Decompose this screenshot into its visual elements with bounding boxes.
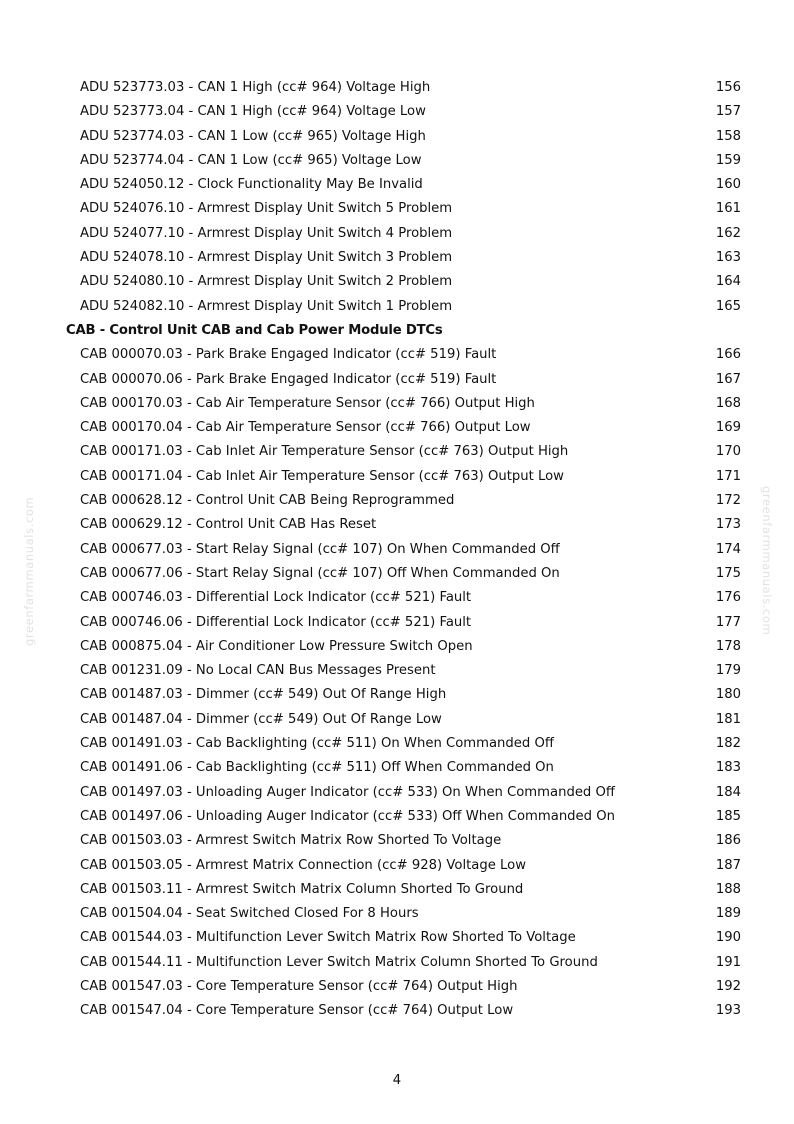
toc-entry-title: CAB 000875.04 - Air Conditioner Low Pressure Switch Open	[80, 638, 473, 654]
toc-entry-title: CAB 000677.06 - Start Relay Signal (cc# 107) Off When Commanded On	[80, 565, 560, 581]
toc-entry-page: 180	[715, 687, 741, 703]
toc-entry[interactable]	[0, 756, 794, 780]
toc-entry-page: 191	[715, 954, 741, 970]
toc-entry-title: CAB 000170.04 - Cab Air Temperature Sensor (cc# 766) Output Low	[80, 420, 531, 436]
toc-entry-page: 169	[715, 420, 741, 436]
page-number: 4	[392, 1073, 402, 1088]
toc-entry-title: CAB 001547.03 - Core Temperature Sensor (cc# 764) Output High	[80, 978, 518, 994]
toc-entry-title: CAB 000171.03 - Cab Inlet Air Temperature Sensor (cc# 763) Output High	[80, 444, 569, 460]
toc-entry-page: 176	[715, 590, 741, 606]
toc-entry[interactable]	[0, 708, 794, 732]
toc-entry-page: 188	[715, 881, 741, 897]
toc-entry-title: CAB 000677.03 - Start Relay Signal (cc# 107) On When Commanded Off	[80, 541, 560, 557]
toc-entry-title: CAB 000746.06 - Differential Lock Indicator (cc# 521) Fault	[80, 614, 472, 630]
toc-entry-page: 162	[715, 225, 741, 241]
toc-entry[interactable]	[0, 805, 794, 829]
toc-entry[interactable]	[0, 878, 794, 902]
toc-entry-page: 174	[715, 541, 741, 557]
toc-entry[interactable]	[0, 270, 794, 294]
toc-entry-page: 172	[715, 493, 741, 509]
watermark-left: greenfarmmanuals.com	[22, 496, 36, 646]
toc-entry-title: ADU 524050.12 - Clock Functionality May Be Invalid	[80, 177, 423, 193]
toc-entry-title: CAB 000629.12 - Control Unit CAB Has Reset	[80, 517, 377, 533]
toc-entry-page: 167	[715, 371, 741, 387]
toc-entry-page: 190	[715, 930, 741, 946]
toc-entry[interactable]	[0, 781, 794, 805]
toc-entry[interactable]	[0, 343, 794, 367]
toc-entry-title: CAB 001503.05 - Armrest Matrix Connection (cc# 928) Voltage Low	[80, 857, 527, 873]
toc-entry[interactable]	[0, 659, 794, 683]
toc-entry[interactable]	[0, 611, 794, 635]
toc-entry-page: 183	[715, 760, 741, 776]
toc-entry[interactable]	[0, 465, 794, 489]
toc-entry-title: ADU 524078.10 - Armrest Display Unit Switch 3 Problem	[80, 250, 453, 266]
toc-entry-page: 184	[715, 784, 741, 800]
toc-entry[interactable]	[0, 854, 794, 878]
toc-entry-title: CAB 001547.04 - Core Temperature Sensor (cc# 764) Output Low	[80, 1003, 514, 1019]
toc-entry[interactable]	[0, 951, 794, 975]
toc-entry-page: 187	[715, 857, 741, 873]
toc-entry[interactable]	[0, 246, 794, 270]
toc-entry-title: ADU 523774.03 - CAN 1 Low (cc# 965) Voltage High	[80, 128, 426, 144]
toc-entry-title: ADU 524080.10 - Armrest Display Unit Switch 2 Problem	[80, 274, 453, 290]
toc-entry-title: CAB 001231.09 - No Local CAN Bus Messages Present	[80, 663, 436, 679]
toc-entry-title: CAB 000746.03 - Differential Lock Indicator (cc# 521) Fault	[80, 590, 472, 606]
toc-entry-page: 178	[715, 638, 741, 654]
toc-entry[interactable]	[0, 513, 794, 537]
toc-entry[interactable]	[0, 489, 794, 513]
toc-entry-page: 166	[715, 347, 741, 363]
toc-entry[interactable]	[0, 173, 794, 197]
toc-entry[interactable]	[0, 586, 794, 610]
toc-entry-page: 185	[715, 808, 741, 824]
toc-entry[interactable]	[0, 392, 794, 416]
toc-entry-page: 168	[715, 395, 741, 411]
toc-entry-page: 161	[715, 201, 741, 217]
toc-entry-title: CAB 001503.11 - Armrest Switch Matrix Column Shorted To Ground	[80, 881, 524, 897]
toc-entry-title: CAB 001504.04 - Seat Switched Closed For 8 Hours	[80, 906, 419, 922]
toc-entry[interactable]	[0, 197, 794, 221]
toc-entry[interactable]	[0, 683, 794, 707]
toc-entry-title: CAB 000628.12 - Control Unit CAB Being Reprogrammed	[80, 493, 455, 509]
toc-entry-title: CAB 000070.06 - Park Brake Engaged Indicator (cc# 519) Fault	[80, 371, 497, 387]
toc-entry[interactable]	[0, 368, 794, 392]
toc-entry-title: CAB 001503.03 - Armrest Switch Matrix Row Shorted To Voltage	[80, 833, 502, 849]
toc-entry[interactable]	[0, 222, 794, 246]
toc-entry[interactable]	[0, 732, 794, 756]
toc-entry-title: CAB 001497.03 - Unloading Auger Indicator (cc# 533) On When Commanded Off	[80, 784, 615, 800]
toc-entry-page: 170	[715, 444, 741, 460]
toc-entry-page: 156	[715, 80, 741, 95]
toc-entry-page: 173	[715, 517, 741, 533]
toc-entry[interactable]	[0, 902, 794, 926]
toc-entry-title: CAB 000070.03 - Park Brake Engaged Indicator (cc# 519) Fault	[80, 347, 497, 363]
toc-entry-title: CAB - Control Unit CAB and Cab Power Module DTCs	[66, 322, 443, 338]
toc-entry-page: 171	[715, 468, 741, 484]
toc-entry-page: 164	[715, 274, 741, 290]
table-of-contents	[0, 76, 794, 1024]
toc-entry[interactable]	[0, 76, 794, 100]
toc-entry-title: CAB 001487.04 - Dimmer (cc# 549) Out Of Range Low	[80, 711, 442, 727]
toc-entry-title: CAB 001491.03 - Cab Backlighting (cc# 511) On When Commanded Off	[80, 736, 554, 752]
toc-entry-page: 177	[715, 614, 741, 630]
toc-entry-page: 160	[715, 177, 741, 193]
toc-entry-page: 158	[715, 128, 741, 144]
toc-entry-title: CAB 001487.03 - Dimmer (cc# 549) Out Of Range High	[80, 687, 447, 703]
toc-entry-page: 193	[715, 1003, 741, 1019]
toc-entry-page: 175	[715, 565, 741, 581]
toc-entry[interactable]	[0, 635, 794, 659]
toc-entry-page: 192	[715, 978, 741, 994]
toc-entry-title: CAB 001544.03 - Multifunction Lever Switch Matrix Row Shorted To Voltage	[80, 930, 576, 946]
toc-entry[interactable]	[0, 149, 794, 173]
toc-entry-page: 157	[715, 104, 741, 120]
toc-entry-title: CAB 000171.04 - Cab Inlet Air Temperature Sensor (cc# 763) Output Low	[80, 468, 564, 484]
toc-entry-title: ADU 523774.04 - CAN 1 Low (cc# 965) Voltage Low	[80, 152, 422, 168]
watermark-right: greenfarmmanuals.com	[760, 486, 774, 636]
toc-entry-title: CAB 001491.06 - Cab Backlighting (cc# 511) Off When Commanded On	[80, 760, 554, 776]
toc-entry-page: 182	[715, 736, 741, 752]
toc-entry[interactable]	[0, 100, 794, 124]
toc-entry-title: ADU 524076.10 - Armrest Display Unit Switch 5 Problem	[80, 201, 453, 217]
toc-entry[interactable]	[0, 295, 794, 319]
toc-entry-page: 159	[715, 152, 741, 168]
toc-entry-page: 181	[715, 711, 741, 727]
toc-entry[interactable]	[0, 440, 794, 464]
toc-entry[interactable]	[0, 416, 794, 440]
toc-entry-title: CAB 001497.06 - Unloading Auger Indicator (cc# 533) Off When Commanded On	[80, 808, 615, 824]
toc-entry[interactable]	[0, 975, 794, 999]
toc-entry[interactable]	[0, 538, 794, 562]
toc-entry-title: ADU 524077.10 - Armrest Display Unit Switch 4 Problem	[80, 225, 453, 241]
toc-entry-title: ADU 523773.03 - CAN 1 High (cc# 964) Voltage High	[80, 80, 431, 95]
toc-entry[interactable]	[0, 829, 794, 853]
toc-entry[interactable]	[0, 562, 794, 586]
toc-entry-page: 163	[715, 250, 741, 266]
toc-entry[interactable]	[0, 999, 794, 1023]
toc-entry-page: 189	[715, 906, 741, 922]
toc-entry-title: CAB 001544.11 - Multifunction Lever Switch Matrix Column Shorted To Ground	[80, 954, 598, 970]
toc-entry-page: 179	[715, 663, 741, 679]
toc-entry-page: 165	[715, 298, 741, 314]
toc-entry-page: 186	[715, 833, 741, 849]
toc-entry-title: CAB 000170.03 - Cab Air Temperature Sensor (cc# 766) Output High	[80, 395, 535, 411]
toc-entry[interactable]	[0, 926, 794, 950]
toc-entry-title: ADU 523773.04 - CAN 1 High (cc# 964) Voltage Low	[80, 104, 426, 120]
toc-entry-title: ADU 524082.10 - Armrest Display Unit Switch 1 Problem	[80, 298, 453, 314]
toc-section-heading[interactable]	[0, 319, 794, 343]
toc-entry[interactable]	[0, 125, 794, 149]
